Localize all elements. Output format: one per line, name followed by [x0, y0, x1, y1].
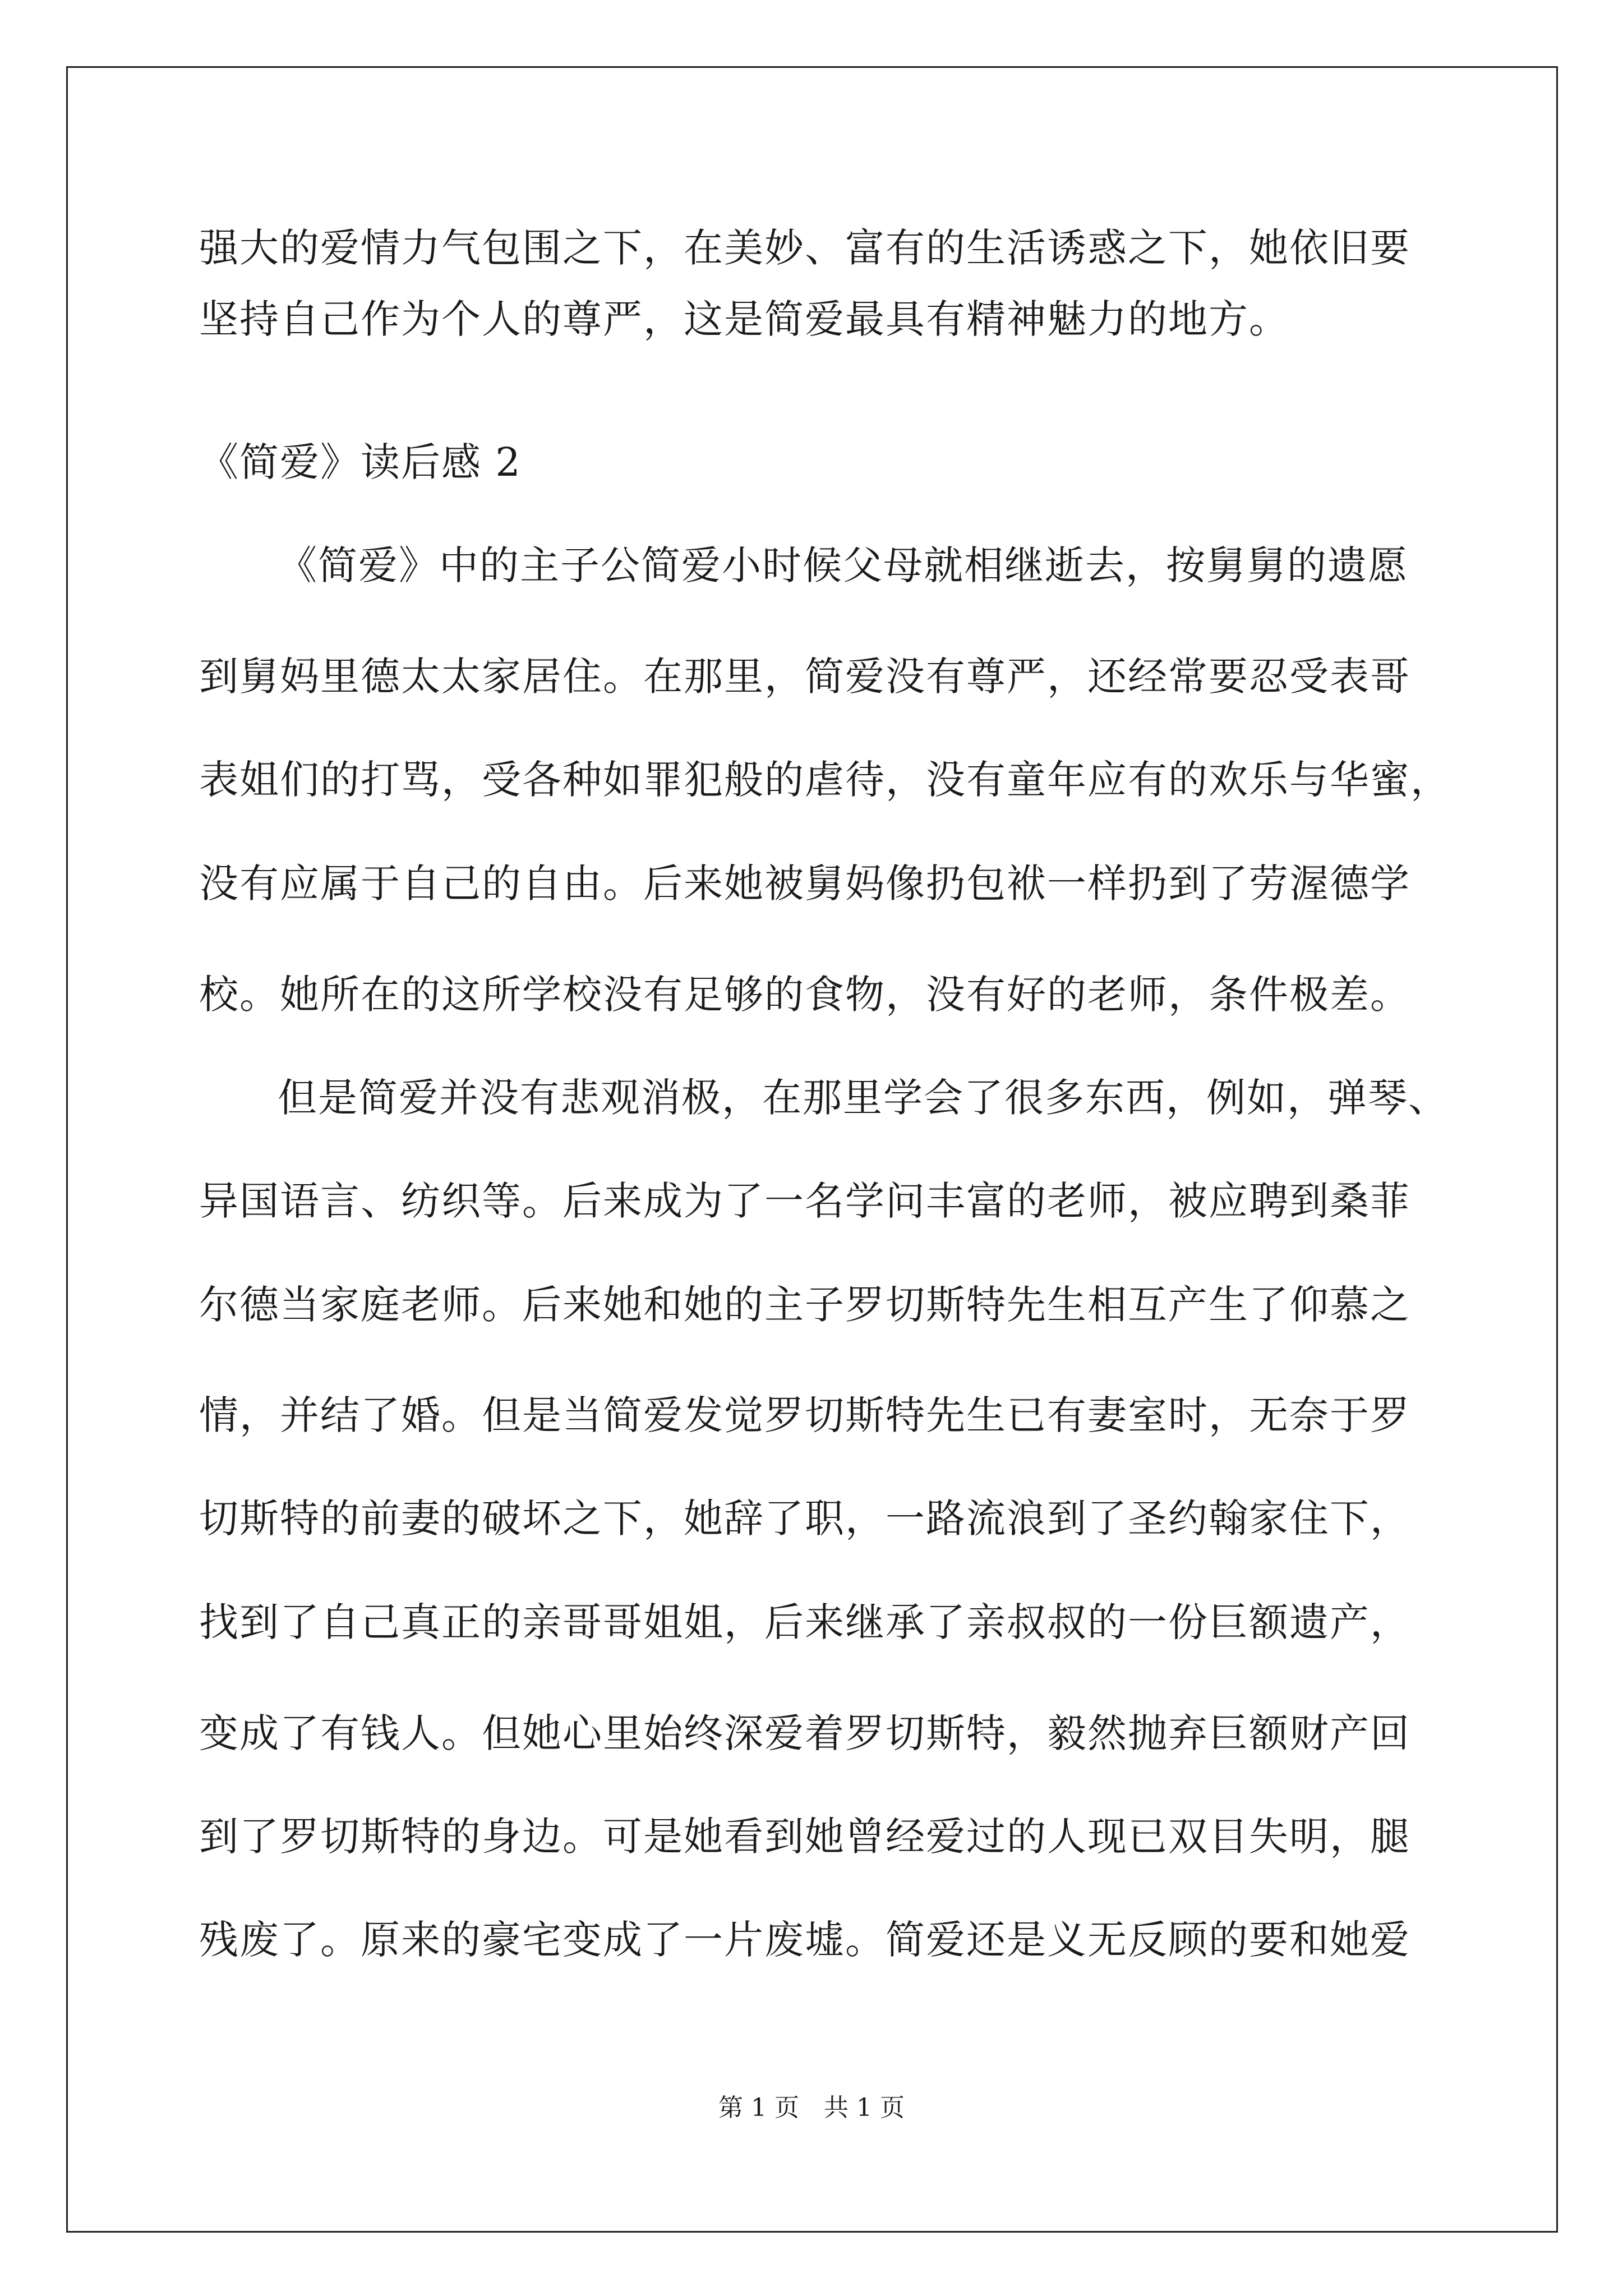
paragraph-line: 异国语言、纺织等。后来成为了一名学问丰富的老师，被应聘到桑菲: [199, 1178, 1410, 1224]
paragraph-line: 找到了自己真正的亲哥哥姐姐，后来继承了亲叔叔的一份巨额遗产，: [199, 1599, 1410, 1645]
paragraph-line: 坚持自己作为个人的尊严，这是简爱最具有精神魅力的地方。: [199, 296, 1289, 342]
page-frame: [66, 66, 1558, 2233]
paragraph-line: 但是简爱并没有悲观消极，在那里学会了很多东西，例如，弹琴、: [278, 1075, 1449, 1121]
paragraph-line: 《简爱》中的主子公简爱小时候父母就相继逝去，按舅舅的遗愿: [278, 542, 1408, 588]
paragraph-line: 到舅妈里德太太家居住。在那里，简爱没有尊严，还经常要忍受表哥: [199, 654, 1410, 700]
paragraph-line: 尔德当家庭老师。后来她和她的主子罗切斯特先生相互产生了仰慕之: [199, 1282, 1410, 1328]
section-heading: 《简爱》读后感 2: [199, 439, 522, 485]
paragraph-line: 校。她所在的这所学校没有足够的食物，没有好的老师，条件极差。: [199, 972, 1410, 1018]
paragraph-line: 情，并结了婚。但是当简爱发觉罗切斯特先生已有妻室时，无奈于罗: [199, 1392, 1410, 1438]
paragraph-line: 残废了。原来的豪宅变成了一片废墟。简爱还是义无反顾的要和她爱: [199, 1917, 1410, 1963]
page-footer: 第 1 页 共 1 页: [718, 2093, 905, 2122]
paragraph-line: 强大的爱情力气包围之下，在美妙、富有的生活诱惑之下，她依旧要: [199, 225, 1410, 271]
paragraph-line: 表姐们的打骂，受各种如罪犯般的虐待，没有童年应有的欢乐与华蜜，: [199, 757, 1451, 803]
paragraph-line: 变成了有钱人。但她心里始终深爱着罗切斯特，毅然抛弃巨额财产回: [199, 1710, 1410, 1756]
paragraph-line: 切斯特的前妻的破坏之下，她辞了职，一路流浪到了圣约翰家住下，: [199, 1496, 1410, 1542]
paragraph-line: 到了罗切斯特的身边。可是她看到她曾经爱过的人现已双目失明，腿: [199, 1814, 1410, 1860]
paragraph-line: 没有应属于自己的自由。后来她被舅妈像扔包袱一样扔到了劳渥德学: [199, 861, 1410, 907]
